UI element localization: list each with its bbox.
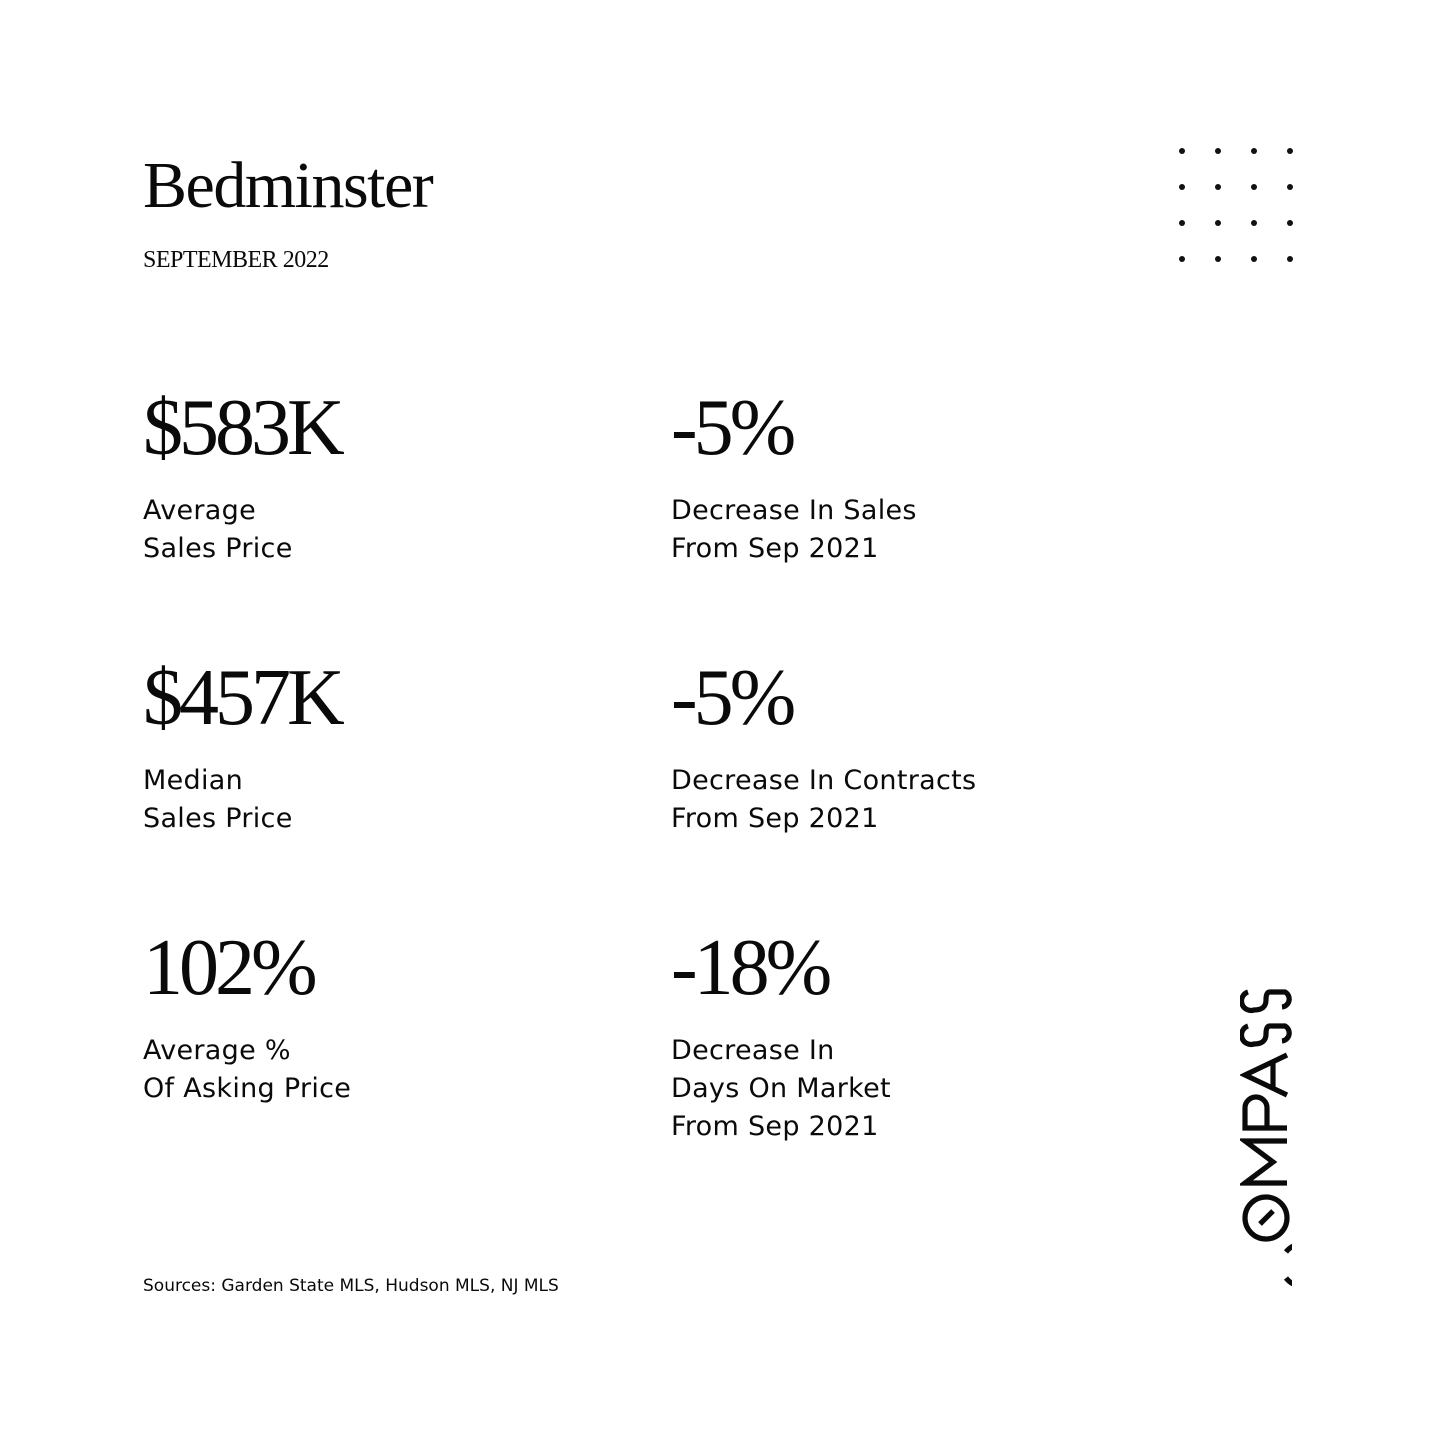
stat-label-line: Average (143, 495, 256, 526)
stat-label-line: Decrease In Contracts (671, 765, 977, 796)
stat-label (671, 1032, 1131, 1146)
stat-value: -5% (671, 384, 793, 472)
report-period: SEPTEMBER 2022 (143, 247, 329, 273)
stat-label-line: Days On Market (671, 1073, 891, 1104)
dot (1244, 213, 1264, 233)
dot (1280, 213, 1300, 233)
stat-percent-of-asking (143, 920, 603, 1108)
dot (1244, 249, 1264, 269)
logo-letter-s (1242, 1026, 1290, 1044)
logo-letter-a (1245, 1055, 1287, 1095)
dot (1208, 177, 1228, 197)
stat-days-on-market-change (671, 920, 1131, 1146)
dot (1280, 141, 1300, 161)
stat-label-line: From Sep 2021 (671, 803, 879, 834)
stat-value: $583K (143, 384, 341, 472)
stat-label-line: Median (143, 765, 244, 796)
stat-average-sales-price (143, 380, 603, 568)
stat-label (143, 1032, 603, 1108)
stat-label-line: Of Asking Price (143, 1073, 352, 1104)
dot (1280, 177, 1300, 197)
sources-footnote: Sources: Garden State MLS, Hudson MLS, NJ MLS (143, 1276, 559, 1296)
dot (1208, 249, 1228, 269)
dot (1244, 141, 1264, 161)
dot (1280, 249, 1300, 269)
logo-letter-c (1286, 1244, 1292, 1286)
stat-label (143, 762, 603, 838)
stat-label-line: Decrease In Sales (671, 495, 917, 526)
stat-label-line: From Sep 2021 (671, 533, 879, 564)
stat-label-line: From Sep 2021 (671, 1111, 879, 1142)
stat-sales-change (671, 380, 1131, 568)
stat-value: -5% (671, 654, 793, 742)
dot (1244, 177, 1264, 197)
stat-label (143, 492, 603, 568)
dot (1172, 249, 1192, 269)
stat-contracts-change (671, 650, 1131, 838)
logo-letter-p (1245, 1097, 1287, 1128)
dot (1172, 213, 1192, 233)
dot (1172, 177, 1192, 197)
dot-grid-decoration (1172, 141, 1300, 269)
dot (1208, 213, 1228, 233)
compass-needle (1260, 1211, 1273, 1224)
dot (1208, 141, 1228, 161)
logo-letter-s (1242, 992, 1290, 1010)
stat-value: $457K (143, 654, 341, 742)
stat-label-line: Decrease In (671, 1035, 835, 1066)
dot (1172, 141, 1192, 161)
stat-label-line: Sales Price (143, 533, 293, 564)
stat-label-line: Average % (143, 1035, 291, 1066)
page-title: Bedminster (143, 149, 433, 222)
stat-label (671, 492, 1131, 568)
logo-letter-m (1245, 1141, 1287, 1183)
stat-value: 102% (143, 924, 314, 1012)
compass-logo (1240, 958, 1292, 1294)
stat-label-line: Sales Price (143, 803, 293, 834)
stat-label (671, 762, 1131, 838)
stat-median-sales-price (143, 650, 603, 838)
stat-value: -18% (671, 924, 829, 1012)
